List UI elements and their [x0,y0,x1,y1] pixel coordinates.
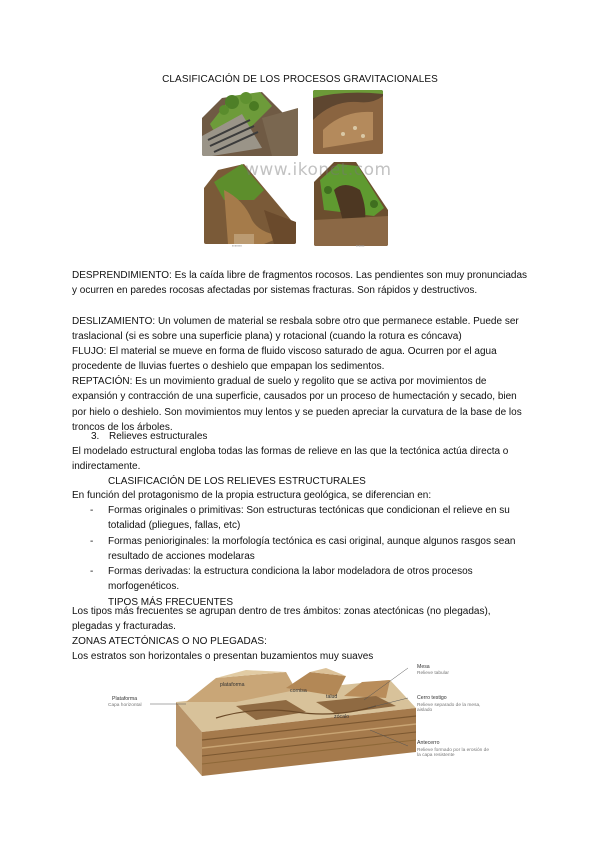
list-item-text: Formas derivadas: la estructura condiciona la labor modeladora de otros procesos morfogenéticos. [108,566,473,593]
subheading-types: TIPOS MÁS FRECUENTES [108,597,234,608]
page-title: CLASIFICACIÓN DE LOS PROCESOS GRAVITACIONALES [162,74,438,85]
paragraph-deslizamiento [72,314,532,345]
rockfall-illustration [202,88,298,156]
label-antecerro-sub: Relieve formado por la erosión de la capa resistente [417,748,489,758]
intro-atectonic: Los estratos son horizontales o presentan buzamientos muy suaves [72,651,374,662]
label-plataforma-top: plataforma [220,682,245,688]
watermark: www.ikonet.com [245,160,392,180]
term: DESLIZAMIENTO: [72,316,156,327]
list-item [90,503,530,534]
paragraph-flujo [72,344,532,375]
label-antecerro: Antecerro [417,740,440,746]
intro-types: Los tipos más frecuentes se agrupan dentro de tres ámbitos: zonas atectónicas (no plegadas), plegadas y fracturadas. [72,606,491,633]
list-item [90,564,530,595]
term: DESPRENDIMIENTO: [72,270,172,281]
label-zocalo: zócalo [334,714,349,720]
section-number: 3. [91,431,100,442]
paragraph-reptacion [72,374,532,435]
list-item-text: Formas penioriginales: la morfología tectónica es casi original, aunque algunos rasgos sean resultado de acciones modelaras [108,535,516,562]
section-text: El modelado estructural engloba todas las formas de relieve en las que la tectónica actúa directa o indirectamente. [72,446,509,473]
label-cornisa: cornisa [290,688,307,694]
intro-classification: En función del protagonismo de la propia estructura geológica, se diferencian en: [72,490,432,501]
bullet-dash: - [90,566,94,578]
definition: Es un movimiento gradual de suelo y regolito que se activa por movimientos de expansión y contracción de una superficie, causados por un proceso de humectación y secado, bien por hielo o deshielo. Son movimientos muy lentos y se pueden apreciar la curvatura de la base de los troncos de los árboles. [72,376,522,433]
subheading-atectonic: ZONAS ATECTÓNICAS O NO PLEGADAS: [72,636,267,647]
term: FLUJO: [72,346,107,357]
subheading-classification: CLASIFICACIÓN DE LOS RELIEVES ESTRUCTURALES [108,476,366,487]
leader-lines [360,660,420,770]
section-heading: Relieves estructurales [109,431,208,442]
list-item-text: Formas originales o primitivas: Son estructuras tectónicas que condicionan el relieve en su totalidad (pliegues, fallas, etc) [108,505,510,532]
label-cerro-sub: Relieve separado de la mesa, aislado [417,703,481,713]
bullet-dash: - [90,535,94,547]
definition: El material se mueve en forma de fluido viscoso saturado de agua. Ocurren por el agua procedente de lluvias fuertes o deshielo que empapan los sedimentos. [72,346,497,373]
definition: Un volumen de material se resbala sobre otro que permanece estable. Puede ser traslacional (si es sobre una superficie plana) y rotacional (cuando la rotura es cóncava) [72,316,519,343]
label-mesa: Mesa [417,664,430,670]
list-item [90,534,530,565]
label-cerro: Cerro testigo [417,695,447,701]
landslide-illustration [313,90,383,154]
definition: Es la caída libre de fragmentos rocosos. Las pendientes son muy pronunciadas y ocurren en paredes rocosas afectadas por sistemas fracturas. Son rápidos y destructivos. [72,270,528,297]
label-talud: talud [326,694,338,700]
paragraph-desprendimiento [72,268,532,299]
term: REPTACIÓN: [72,376,133,387]
label-plataforma: Plataforma [112,696,138,702]
label-mesa-sub: Relieve tabular [417,671,449,676]
bullet-dash: - [90,505,94,516]
bullet-list [90,503,530,595]
label-plataforma-sub: Capa horizontal [108,703,142,708]
plataforma-leader [148,690,188,710]
